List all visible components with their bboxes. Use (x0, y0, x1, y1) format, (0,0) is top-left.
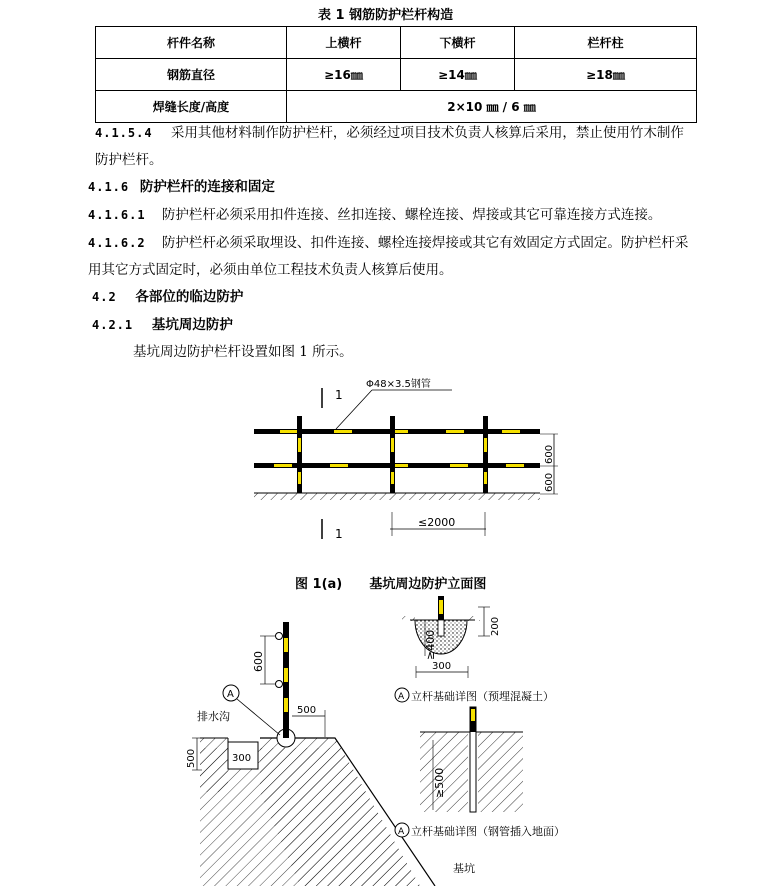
section-number: 4.1.6.1 (88, 208, 146, 222)
section-number: 4.1.6.2 (88, 236, 146, 250)
section-title: 各部位的临边防护 (135, 289, 244, 305)
rail-section-circle (276, 633, 283, 640)
table-cell: ≥16㎜ (287, 59, 401, 91)
detail-marker-label: A (398, 827, 405, 837)
detail-leader-line (237, 699, 280, 735)
lower-rail (254, 463, 540, 468)
detail-marker-label: A (398, 692, 405, 702)
table-cell: 上横杆 (287, 27, 401, 59)
dimension-label: 600 (544, 444, 555, 464)
section-mark-label: 1 (335, 388, 343, 402)
dimension-label: ≥500 (433, 767, 446, 798)
detail-caption: 立杆基础详图（钢管插入地面） (411, 825, 565, 838)
section-title: 防护栏杆的连接和固定 (139, 179, 275, 195)
figure-1a-elevation (240, 372, 560, 557)
railing-post (483, 416, 488, 493)
section-number: 4.2.1 (92, 318, 134, 332)
section-title: 基坑周边防护 (151, 317, 233, 333)
dimension-label: ≤2000 (418, 516, 456, 529)
table-cell: 下横杆 (401, 27, 515, 59)
ditch-label: 排水沟 (197, 710, 230, 723)
upper-rail (254, 429, 540, 434)
rail-section-circle (276, 681, 283, 688)
paragraph-4154-line1 (95, 120, 684, 147)
table-cell: 杆件名称 (96, 27, 287, 59)
dimension-label: ≥400 (424, 629, 437, 660)
pipe-label: Φ48×3.5钢管 (366, 379, 431, 390)
heading-416 (88, 174, 275, 201)
paragraph-text: 用其它方式固定时，必须由单位工程技术负责人核算后使用。 (88, 262, 453, 278)
table-row (96, 91, 697, 123)
section-mark-label: 1 (335, 527, 343, 541)
table-row (96, 27, 697, 59)
ground-hatch (200, 738, 228, 792)
heading-421 (92, 312, 233, 339)
paragraph-text: 基坑周边防护栏杆设置如图 1 所示。 (133, 344, 353, 360)
table-cell: ≥14㎜ (401, 59, 515, 91)
detail-marker-label: A (227, 689, 234, 700)
section-number: 4.1.5.4 (95, 126, 153, 140)
dimension-label: 500 (297, 705, 317, 716)
ground-hatch (254, 493, 540, 500)
table-row (96, 59, 697, 91)
dimension-label: 200 (490, 616, 501, 636)
figure-1a-caption: 图 1(a) 基坑周边防护立面图 (295, 577, 487, 592)
table-cell: 焊缝长度/高度 (96, 91, 287, 123)
paragraph-4162-line1 (88, 230, 688, 257)
rebar-railing-table (95, 26, 697, 123)
table-cell: 2×10 ㎜ / 6 ㎜ (287, 91, 697, 123)
dimension-label: 600 (252, 651, 265, 672)
table-caption: 表 1 钢筋防护栏杆构造 (318, 8, 454, 23)
heading-42 (92, 284, 243, 311)
table-cell: 钢筋直径 (96, 59, 287, 91)
railing-post (297, 416, 302, 493)
paragraph-text: 采用其他材料制作防护栏杆，必须经过项目技术负责人核算后采用，禁止使用竹木制作 (170, 125, 684, 141)
detail-concrete-footing (402, 596, 480, 654)
railing-post (390, 416, 395, 493)
railing-post (283, 622, 289, 734)
section-number: 4.1.6 (88, 180, 130, 194)
table-cell: 栏杆柱 (515, 27, 697, 59)
paragraph-text: 防护栏杆必须采取埋设、扣件连接、螺栓连接焊接或其它有效固定方式固定。防护栏杆采 (161, 235, 689, 251)
paragraph-4161 (88, 202, 661, 229)
dimension-label: 300 (232, 753, 252, 764)
dimension-label: 600 (544, 472, 555, 492)
dimension-label: 300 (432, 661, 452, 672)
pit-label: 基坑 (453, 862, 475, 875)
figure-1b-section (180, 592, 600, 886)
dimension-label: 500 (186, 748, 197, 768)
table-cell: ≥18㎜ (515, 59, 697, 91)
detail-caption: 立杆基础详图（预埋混凝土） (411, 690, 554, 703)
paragraph-text: 防护栏杆。 (95, 152, 163, 168)
section-number: 4.2 (92, 290, 117, 304)
paragraph-text: 防护栏杆必须采用扣件连接、丝扣连接、螺栓连接、焊接或其它可靠连接方式连接。 (161, 207, 662, 223)
